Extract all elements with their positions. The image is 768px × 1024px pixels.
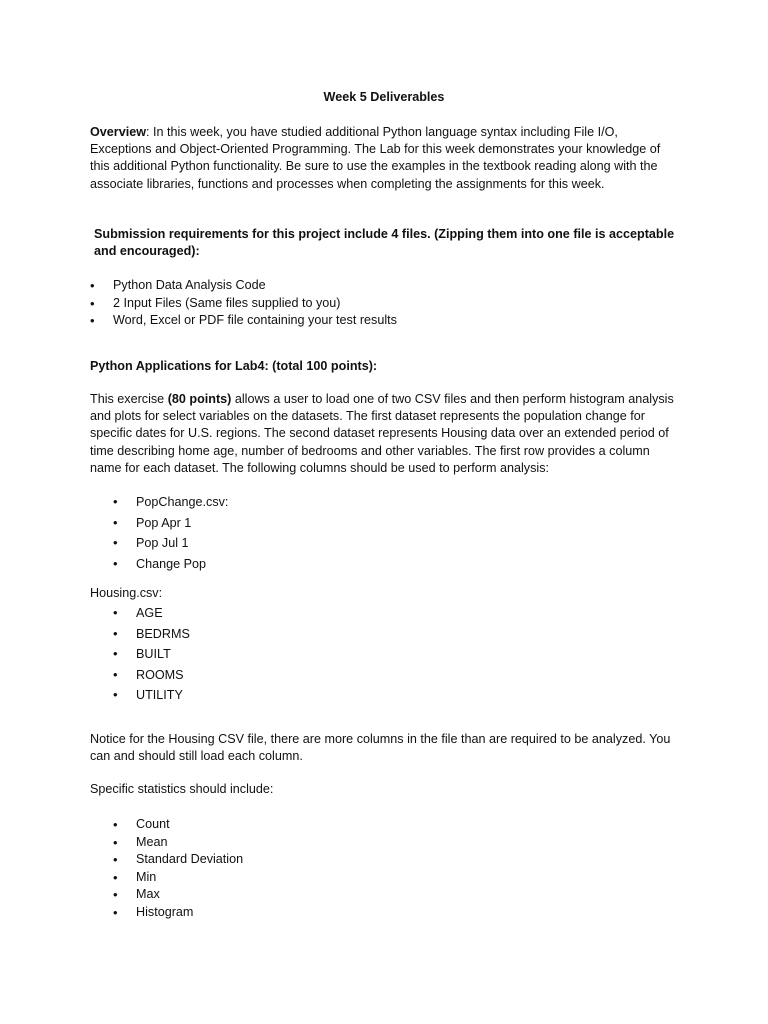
document-title: Week 5 Deliverables — [323, 90, 445, 104]
list-item: • BUILT — [113, 644, 190, 665]
stats-list — [113, 816, 243, 922]
list-item: • Standard Deviation — [113, 851, 243, 869]
list-item: • Pop Jul 1 — [113, 533, 228, 554]
list-item: • Python Data Analysis Code — [90, 277, 397, 295]
housing-list — [113, 603, 190, 706]
list-item: • Mean — [113, 834, 243, 852]
overview-text: : In this week, you have studied additional Python language syntax including File I/O, Exceptions and Object-Oriented Programming. The Lab for this week demonstrates your knowledge of this additional Python functionality. Be sure to use the examples in the textbook reading along with the associate libraries, functions and processes when completing the assignments for this week. — [90, 125, 661, 191]
submission-list — [90, 277, 397, 330]
list-item: • ROOMS — [113, 665, 190, 686]
list-item: • BEDRMS — [113, 624, 190, 645]
list-item: • Word, Excel or PDF file containing your test results — [90, 312, 397, 330]
list-item: • AGE — [113, 603, 190, 624]
list-item: • PopChange.csv: — [113, 492, 228, 513]
stats-label: Specific statistics should include: — [90, 782, 274, 796]
exercise-points: (80 points) — [167, 392, 232, 406]
list-item: • Min — [113, 869, 243, 887]
overview-paragraph — [90, 124, 680, 193]
list-item: • 2 Input Files (Same files supplied to you) — [90, 295, 397, 313]
list-item: • Count — [113, 816, 243, 834]
list-item: • Max — [113, 886, 243, 904]
popchange-list — [113, 492, 228, 574]
list-item: • Histogram — [113, 904, 243, 922]
applications-heading: Python Applications for Lab4: (total 100 points): — [90, 359, 378, 373]
list-item: • UTILITY — [113, 685, 190, 706]
overview-label: Overview — [90, 125, 147, 139]
exercise-text: allows a user to load one of two CSV files and then perform histogram analysis and plots for select variables on the datasets. The first dataset represents the population change for specific dates for U.S. regions. The second dataset represents Housing data over an extended period of time describing home age, number of bedrooms and other variables. The first row provides a column name for each dataset. The following columns should be used to perform analysis: — [90, 392, 674, 475]
notice-paragraph: Notice for the Housing CSV file, there are more columns in the file than are required to be analyzed. You can and should still load each column. — [90, 732, 671, 764]
list-item: • Change Pop — [113, 554, 228, 575]
list-item: • Pop Apr 1 — [113, 513, 228, 534]
exercise-paragraph — [90, 391, 680, 477]
submission-heading: Submission requirements for this project include 4 files. (Zipping them into one file is acceptable and encouraged): — [94, 227, 675, 259]
exercise-prefix: This exercise — [90, 392, 168, 406]
housing-label: Housing.csv: — [90, 586, 163, 600]
